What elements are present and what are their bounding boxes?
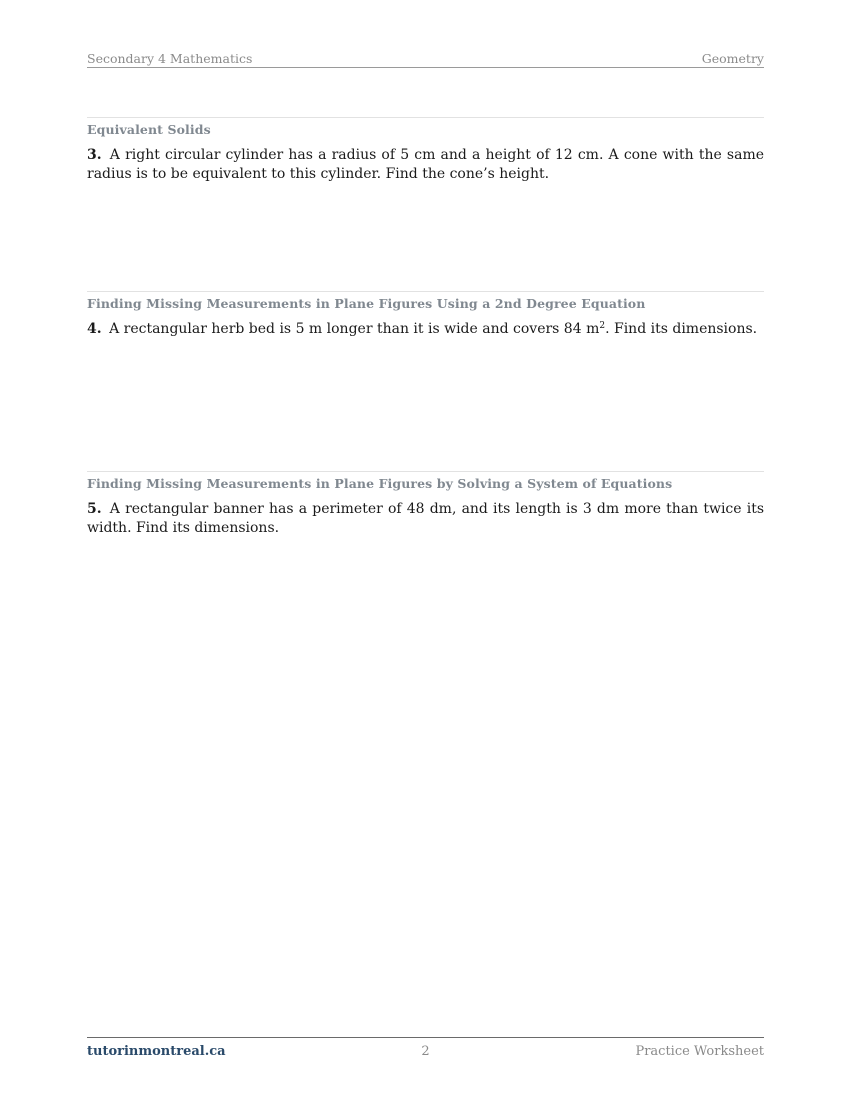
problem-text-end: . Find its dimensions. <box>605 321 758 337</box>
problem-number: 4. <box>87 321 102 337</box>
page-header <box>87 50 764 68</box>
problem-number: 5. <box>87 501 102 517</box>
section-system-of-equations <box>87 471 764 538</box>
footer-label: Practice Worksheet <box>635 1044 764 1059</box>
header-course: Secondary 4 Mathematics <box>87 51 253 66</box>
page-number: 2 <box>421 1044 430 1059</box>
section-title: Equivalent Solids <box>87 122 211 137</box>
section-title: Finding Missing Measurements in Plane Figures by Solving a System of Equations <box>87 476 673 491</box>
section-equivalent-solids <box>87 117 764 184</box>
section-title: Finding Missing Measurements in Plane Figures Using a 2nd Degree Equation <box>87 296 646 311</box>
problem-3 <box>87 146 764 184</box>
problem-5 <box>87 500 764 538</box>
problem-number: 3. <box>87 147 102 163</box>
problem-text: A rectangular banner has a perimeter of 48 dm, and its length is 3 dm more than twice its width. Find its dimensions. <box>87 501 765 536</box>
problem-text: A right circular cylinder has a radius of 5 cm and a height of 12 cm. A cone with the same radius is to be equivalent to this cylinder. Find the cone’s height. <box>87 147 765 182</box>
section-second-degree-equation <box>87 291 764 339</box>
header-topic: Geometry <box>701 51 764 66</box>
page-footer <box>87 1037 764 1059</box>
problem-text: A rectangular herb bed is 5 m longer than it is wide and covers 84 m <box>109 321 600 337</box>
problem-4 <box>87 320 764 339</box>
footer-site-link[interactable]: tutorinmontreal.ca <box>87 1044 226 1059</box>
superscript: 2 <box>599 321 606 331</box>
